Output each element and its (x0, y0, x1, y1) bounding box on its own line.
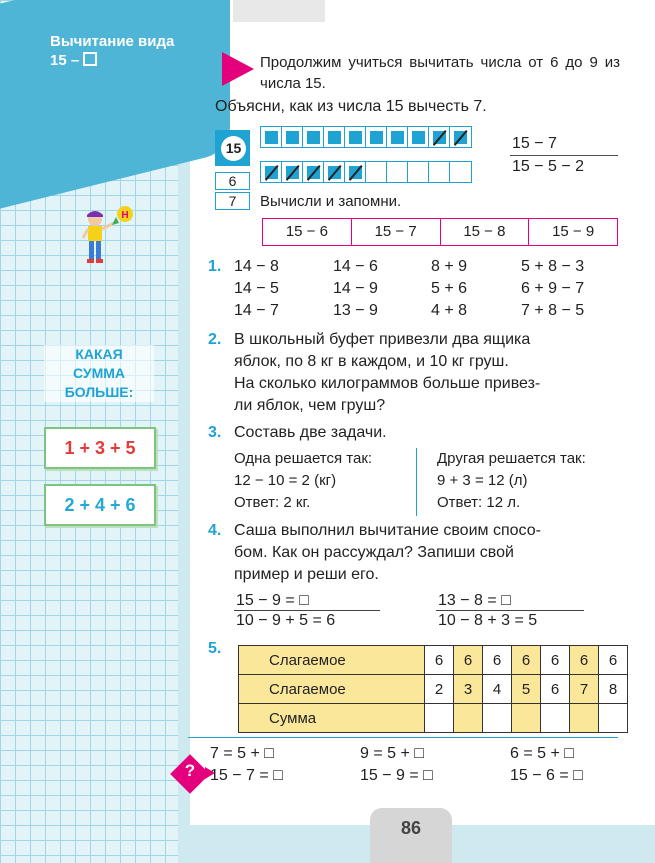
task2-line: В школьный буфет привезли два ящика (234, 331, 531, 348)
task1-expr: 6 + 9 − 7 (521, 280, 585, 297)
task1-expr: 14 − 7 (234, 302, 279, 319)
table-cell: 3 (454, 675, 483, 704)
page-number: 86 (400, 818, 422, 838)
fraction-bottom: 15 − 5 − 2 (512, 158, 585, 175)
addend-table (238, 645, 628, 733)
decomp-cell-6: 6 (215, 172, 250, 190)
row-label: Слагаемое (239, 646, 425, 675)
task-number-3: 3. (208, 424, 222, 441)
bottom-expr: 15 − 6 = □ (510, 767, 583, 784)
task4-example2-line (436, 610, 584, 611)
task3-left-line: Одна решается так: (234, 450, 373, 467)
intro-text: Продолжим учиться вычитать числа от 6 до 9 из числа 15. (260, 54, 620, 92)
kid-illustration (78, 205, 138, 267)
task1-expr: 14 − 8 (234, 258, 279, 275)
fraction-line (510, 155, 618, 156)
task3-right-line: Другая решается так: (437, 450, 586, 467)
table-cell (483, 704, 512, 733)
table-cell: 5 (512, 675, 541, 704)
table-cell (425, 704, 454, 733)
task3-left-line: 12 − 10 = 2 (кг) (234, 472, 337, 489)
task1-expr: 5 + 8 − 3 (521, 258, 585, 275)
row-label: Сумма (239, 704, 425, 733)
task-number-5: 5. (208, 640, 222, 657)
table-cell: 6 (570, 646, 599, 675)
table-cell: 2 (425, 675, 454, 704)
page-top-tab (233, 0, 325, 22)
counting-row-top (260, 126, 472, 148)
bottom-expr: 15 − 7 = □ (210, 767, 283, 784)
number-badge: 15 (221, 136, 246, 161)
task2-line: На сколько килограммов больше привез- (234, 375, 541, 392)
lesson-title (50, 32, 190, 70)
table-row (239, 675, 628, 704)
task1-expr: 4 + 8 (431, 302, 468, 319)
table-cell: 7 (570, 675, 599, 704)
table-cell (454, 704, 483, 733)
fraction-top: 15 − 7 (512, 135, 557, 152)
table-row (239, 646, 628, 675)
task4-example1-line (234, 610, 380, 611)
memo-caption: Вычисли и запомни. (260, 193, 402, 210)
task4-example1-top: 15 − 9 = □ (236, 592, 309, 609)
table-cell: 6 (454, 646, 483, 675)
table-cell (541, 704, 570, 733)
task3-right-line: 9 + 3 = 12 (л) (437, 472, 528, 489)
task4-example2-top: 13 − 8 = □ (438, 592, 511, 609)
explain-text: Объясни, как из числа 15 вычесть 7. (215, 98, 487, 115)
question-mark: ? (184, 761, 196, 780)
table-cell: 6 (599, 646, 628, 675)
table-row (239, 704, 628, 733)
table-cell: 4 (483, 675, 512, 704)
task1-expr: 13 − 9 (333, 302, 378, 319)
task3-divider (416, 448, 417, 516)
table-cell: 6 (483, 646, 512, 675)
task-number-2: 2. (208, 331, 222, 348)
task3-text: Составь две задачи. (234, 424, 387, 441)
table-cell (570, 704, 599, 733)
task4-line: бом. Как он рассуждал? Запиши свой (234, 544, 514, 561)
table-cell: 6 (541, 646, 570, 675)
play-arrow-icon (222, 52, 254, 86)
memo-cell: 15 − 9 (552, 223, 595, 240)
task1-expr: 8 + 9 (431, 258, 468, 275)
task1-expr: 14 − 9 (333, 280, 378, 297)
blank-box-icon (83, 52, 97, 66)
task4-line: пример и реши его. (234, 566, 379, 583)
table-cell: 6 (425, 646, 454, 675)
task2-line: яблок, по 8 кг в каждом, и 10 кг груш. (234, 353, 509, 370)
title-line2: 15 – (50, 52, 80, 69)
row-label: Слагаемое (239, 675, 425, 704)
task4-example1-bottom: 10 − 9 + 5 = 6 (236, 612, 336, 629)
table-cell (512, 704, 541, 733)
memo-cell: 15 − 6 (263, 219, 352, 245)
task1-expr: 7 + 8 − 5 (521, 302, 585, 319)
bottom-expr: 15 − 9 = □ (360, 767, 433, 784)
memo-table (262, 218, 618, 246)
task-number-4: 4. (208, 522, 222, 539)
question-label: КАКАЯ СУММА БОЛЬШЕ: (44, 345, 154, 402)
decomp-cell-7: 7 (215, 192, 250, 210)
task1-expr: 5 + 6 (431, 280, 468, 297)
sum-option-2: 2 + 4 + 6 (44, 484, 156, 526)
task4-line: Саша выполнил вычитание своим спосо- (234, 522, 541, 539)
kid-badge: Н (121, 210, 129, 221)
bottom-expr: 7 = 5 + □ (210, 745, 274, 762)
title-line1: Вычитание вида (50, 33, 175, 50)
memo-cell: 15 − 7 (352, 219, 441, 245)
bottom-expr: 6 = 5 + □ (510, 745, 574, 762)
task-number-1: 1. (208, 258, 222, 275)
task3-left-line: Ответ: 2 кг. (234, 494, 311, 511)
sum-option-1: 1 + 3 + 5 (44, 427, 156, 469)
bottom-divider (188, 737, 618, 738)
table-cell (599, 704, 628, 733)
memo-cell: 15 − 8 (441, 219, 530, 245)
task1-expr: 14 − 5 (234, 280, 279, 297)
bottom-expr: 9 = 5 + □ (360, 745, 424, 762)
task3-right-line: Ответ: 12 л. (437, 494, 521, 511)
table-cell: 8 (599, 675, 628, 704)
counting-row-bottom (260, 161, 472, 183)
task1-expr: 14 − 6 (333, 258, 378, 275)
task2-line: ли яблок, чем груш? (234, 397, 386, 414)
table-cell: 6 (541, 675, 570, 704)
table-cell: 6 (512, 646, 541, 675)
task4-example2-bottom: 10 − 8 + 3 = 5 (438, 612, 538, 629)
